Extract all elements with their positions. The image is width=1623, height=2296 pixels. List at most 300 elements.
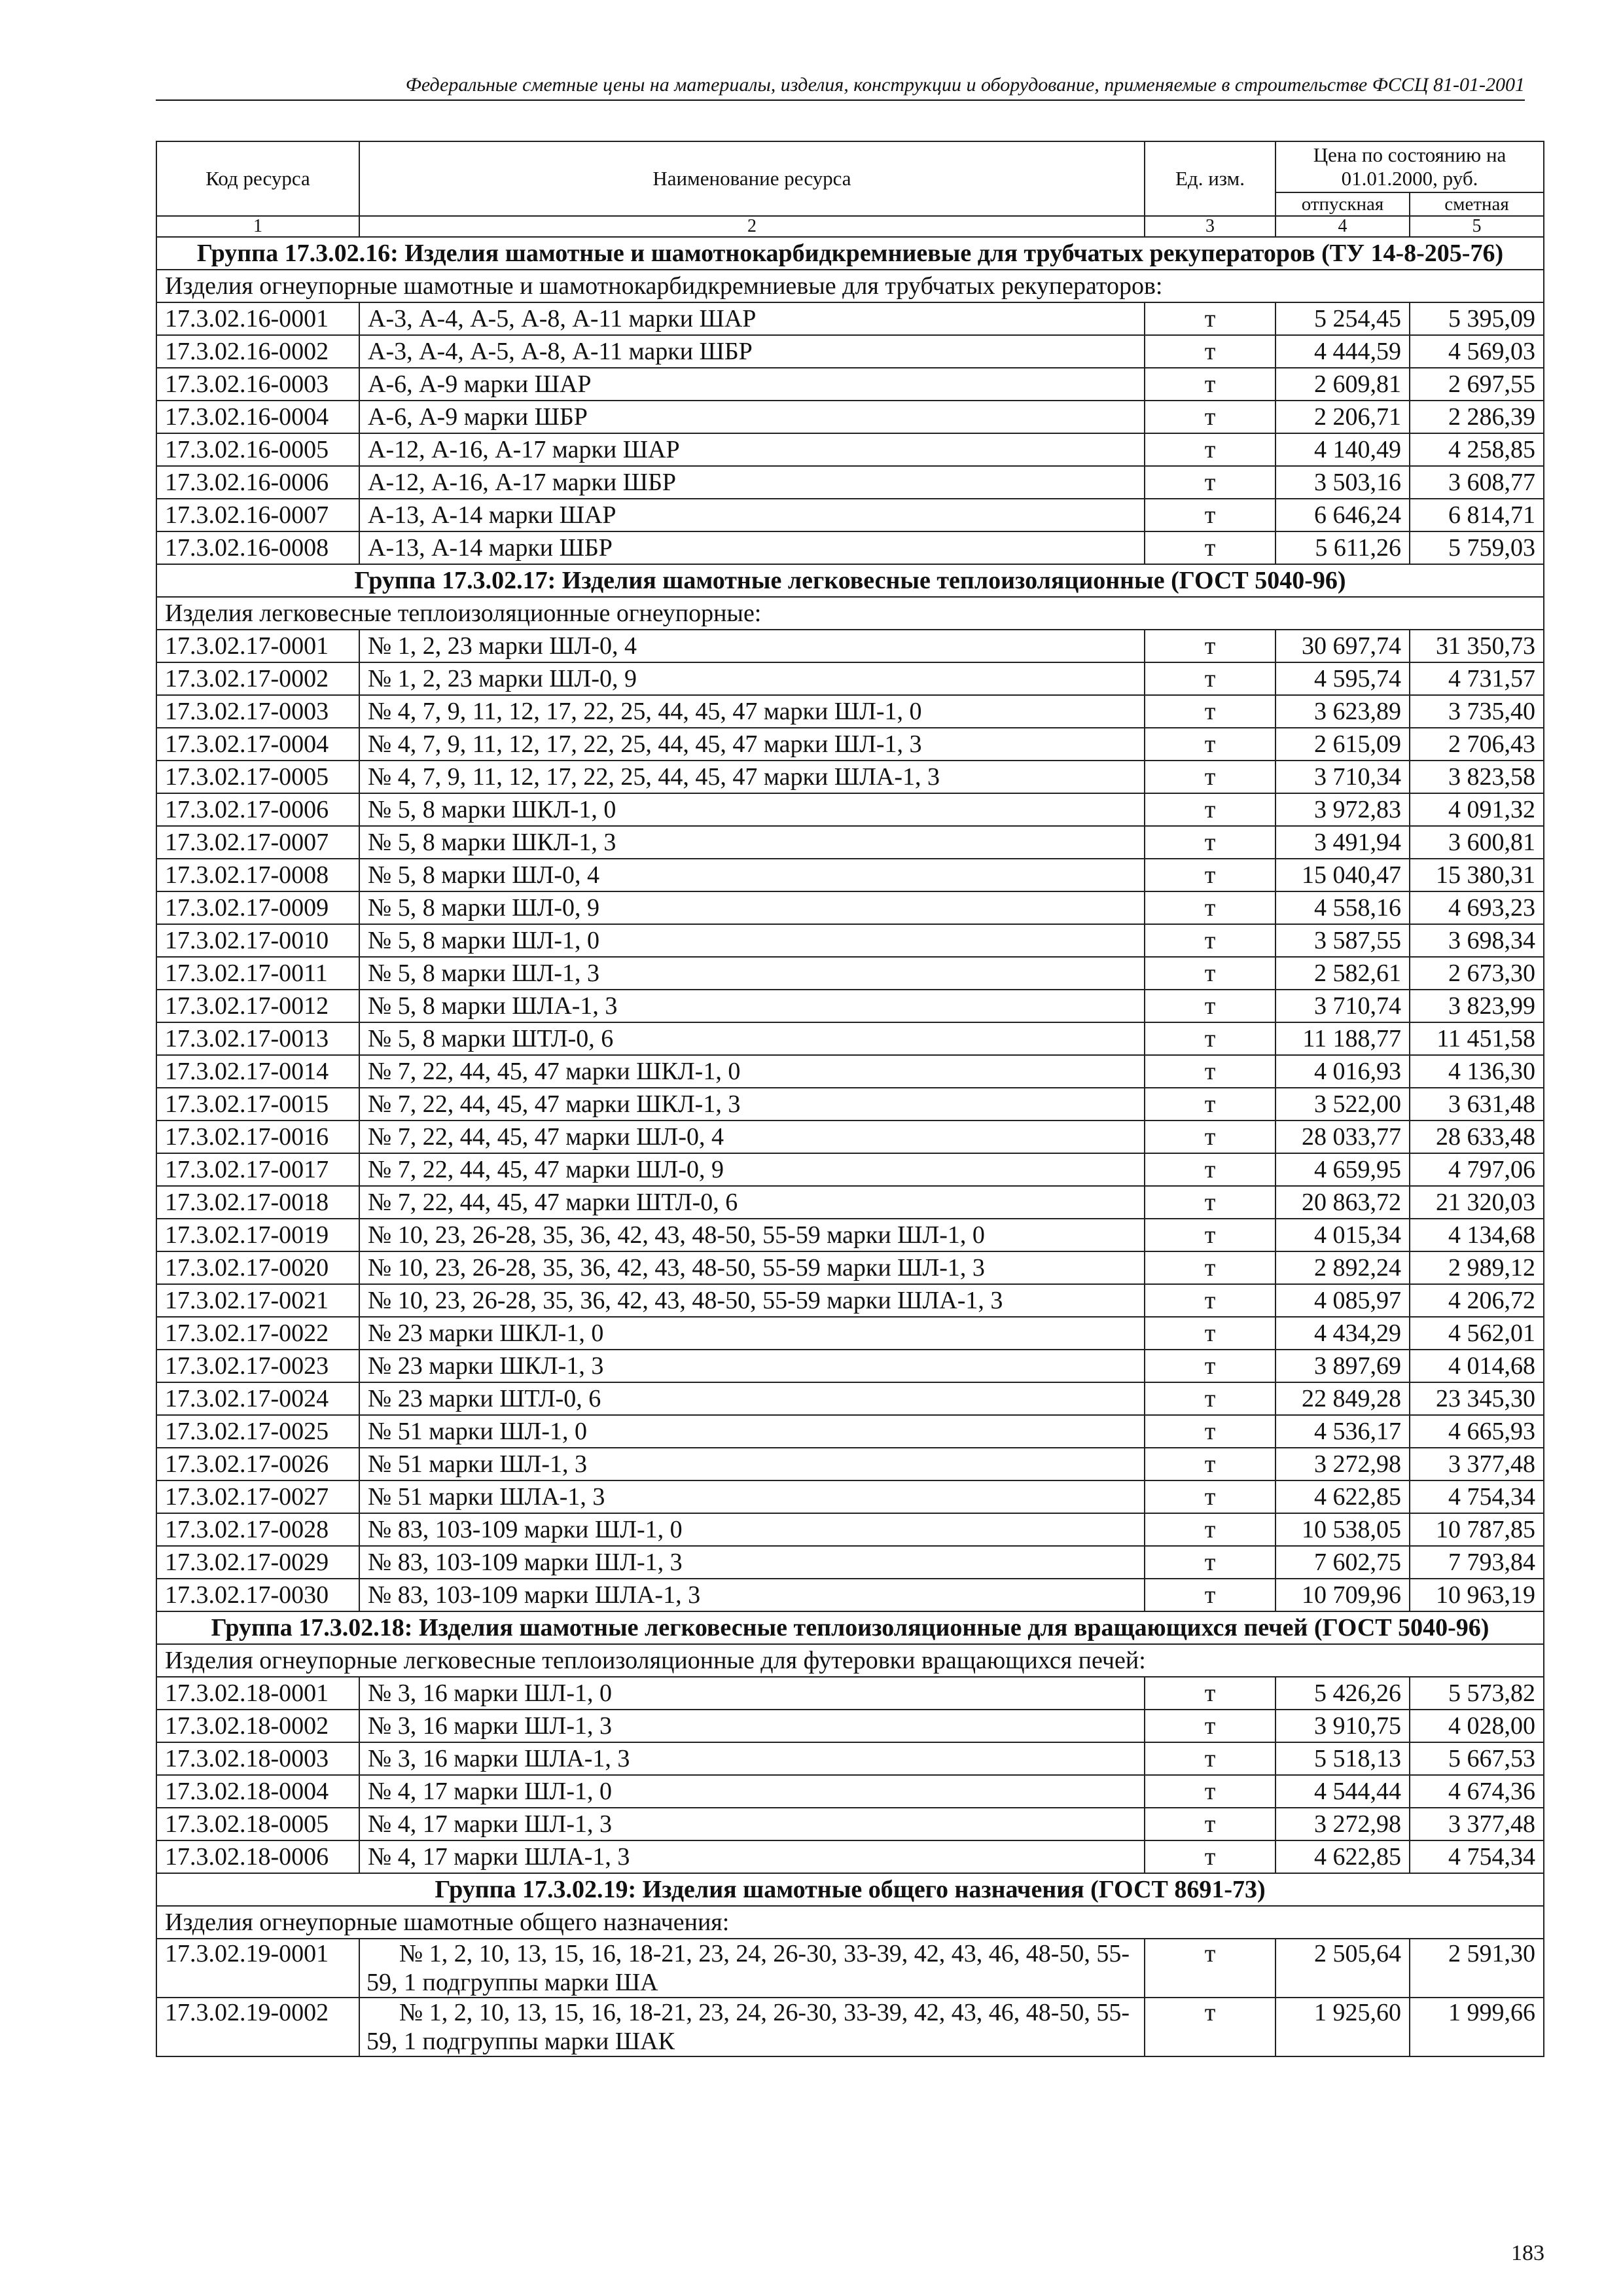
resource-name: № 7, 22, 44, 45, 47 марки ШТЛ-0, 6 (359, 1186, 1145, 1219)
resource-name: № 4, 17 марки ШЛ-1, 0 (359, 1775, 1145, 1808)
resource-code: 17.3.02.17-0022 (156, 1317, 359, 1350)
resource-name: № 4, 7, 9, 11, 12, 17, 22, 25, 44, 45, 47 марки ШЛ-1, 3 (359, 728, 1145, 761)
unit: т (1145, 1579, 1275, 1611)
table-row (156, 1775, 1544, 1808)
subgroup-title: Изделия легковесные теплоизоляционные огнеупорные: (156, 597, 1544, 630)
table-row (156, 1415, 1544, 1448)
unit: т (1145, 1251, 1275, 1284)
table-row (156, 1284, 1544, 1317)
table-row (156, 1546, 1544, 1579)
release-price: 22 849,28 (1275, 1382, 1410, 1415)
header-unit: Ед. изм. (1145, 141, 1275, 216)
release-price: 3 522,00 (1275, 1088, 1410, 1121)
header-estimate: сметная (1410, 192, 1544, 216)
release-price: 4 536,17 (1275, 1415, 1410, 1448)
release-price: 20 863,72 (1275, 1186, 1410, 1219)
unit: т (1145, 335, 1275, 368)
resource-code: 17.3.02.19-0001 (156, 1939, 359, 1998)
resource-name: А-3, А-4, А-5, А-8, А-11 марки ШАР (359, 302, 1145, 335)
release-price: 4 659,95 (1275, 1153, 1410, 1186)
resource-code: 17.3.02.17-0018 (156, 1186, 359, 1219)
subgroup-row (156, 270, 1544, 302)
unit: т (1145, 957, 1275, 990)
group-title: Группа 17.3.02.19: Изделия шамотные общего назначения (ГОСТ 8691-73) (156, 1873, 1544, 1906)
table-row (156, 499, 1544, 531)
resource-code: 17.3.02.18-0006 (156, 1840, 359, 1873)
release-price: 4 140,49 (1275, 433, 1410, 466)
unit: т (1145, 1448, 1275, 1480)
unit: т (1145, 1350, 1275, 1382)
resource-code: 17.3.02.17-0025 (156, 1415, 359, 1448)
table-row (156, 695, 1544, 728)
release-price: 4 016,93 (1275, 1055, 1410, 1088)
resource-name: № 23 марки ШКЛ-1, 3 (359, 1350, 1145, 1382)
release-price: 30 697,74 (1275, 630, 1410, 662)
unit: т (1145, 433, 1275, 466)
resource-name: № 10, 23, 26-28, 35, 36, 42, 43, 48-50, 55-59 марки ШЛ-1, 3 (359, 1251, 1145, 1284)
resource-code: 17.3.02.18-0005 (156, 1808, 359, 1840)
table-row (156, 859, 1544, 891)
table-row (156, 466, 1544, 499)
resource-code: 17.3.02.16-0005 (156, 433, 359, 466)
release-price: 4 015,34 (1275, 1219, 1410, 1251)
estimate-price: 5 667,53 (1410, 1742, 1544, 1775)
header-name: Наименование ресурса (359, 141, 1145, 216)
unit: т (1145, 1546, 1275, 1579)
table-row (156, 1317, 1544, 1350)
release-price: 2 206,71 (1275, 401, 1410, 433)
resource-code: 17.3.02.16-0008 (156, 531, 359, 564)
table-row (156, 957, 1544, 990)
resource-code: 17.3.02.16-0001 (156, 302, 359, 335)
column-number: 4 (1275, 216, 1410, 237)
subgroup-row (156, 1906, 1544, 1939)
unit: т (1145, 1317, 1275, 1350)
column-number: 5 (1410, 216, 1544, 237)
resource-code: 17.3.02.18-0004 (156, 1775, 359, 1808)
resource-name: № 5, 8 марки ШКЛ-1, 3 (359, 826, 1145, 859)
unit: т (1145, 1284, 1275, 1317)
group-heading-row (156, 1873, 1544, 1906)
resource-code: 17.3.02.17-0014 (156, 1055, 359, 1088)
table-row (156, 1998, 1544, 2056)
resource-name: № 4, 17 марки ШЛ-1, 3 (359, 1808, 1145, 1840)
release-price: 4 085,97 (1275, 1284, 1410, 1317)
unit: т (1145, 1998, 1275, 2056)
unit: т (1145, 531, 1275, 564)
resource-code: 17.3.02.17-0019 (156, 1219, 359, 1251)
release-price: 2 505,64 (1275, 1939, 1410, 1998)
estimate-price: 2 673,30 (1410, 957, 1544, 990)
estimate-price: 4 754,34 (1410, 1840, 1544, 1873)
unit: т (1145, 1219, 1275, 1251)
group-heading-row (156, 1611, 1544, 1644)
resource-name: № 83, 103-109 марки ШЛ-1, 0 (359, 1513, 1145, 1546)
resource-name: № 5, 8 марки ШЛ-0, 9 (359, 891, 1145, 924)
table-row (156, 793, 1544, 826)
resource-code: 17.3.02.17-0020 (156, 1251, 359, 1284)
estimate-price: 2 591,30 (1410, 1939, 1544, 1998)
estimate-price: 10 963,19 (1410, 1579, 1544, 1611)
table-row (156, 1742, 1544, 1775)
table-row (156, 1219, 1544, 1251)
resource-name: № 7, 22, 44, 45, 47 марки ШЛ-0, 9 (359, 1153, 1145, 1186)
estimate-price: 4 562,01 (1410, 1317, 1544, 1350)
resource-name: № 51 марки ШЛ-1, 0 (359, 1415, 1145, 1448)
resource-name: № 4, 17 марки ШЛА-1, 3 (359, 1840, 1145, 1873)
column-numbers-row (156, 216, 1544, 237)
release-price: 10 538,05 (1275, 1513, 1410, 1546)
estimate-price: 4 674,36 (1410, 1775, 1544, 1808)
release-price: 5 254,45 (1275, 302, 1410, 335)
table-row (156, 1022, 1544, 1055)
release-price: 5 518,13 (1275, 1742, 1410, 1775)
estimate-price: 28 633,48 (1410, 1121, 1544, 1153)
release-price: 1 925,60 (1275, 1998, 1410, 2056)
resource-name: № 3, 16 марки ШЛ-1, 0 (359, 1677, 1145, 1710)
unit: т (1145, 499, 1275, 531)
table-row (156, 433, 1544, 466)
resource-code: 17.3.02.18-0003 (156, 1742, 359, 1775)
resource-name: № 1, 2, 10, 13, 15, 16, 18-21, 23, 24, 26-30, 33-39, 42, 43, 46, 48-50, 55-59, 1 подгруппы марки ША (359, 1939, 1145, 1998)
release-price: 2 582,61 (1275, 957, 1410, 990)
estimate-price: 3 698,34 (1410, 924, 1544, 957)
table-row (156, 1121, 1544, 1153)
unit: т (1145, 1710, 1275, 1742)
estimate-price: 4 258,85 (1410, 433, 1544, 466)
estimate-price: 3 377,48 (1410, 1448, 1544, 1480)
estimate-price: 5 395,09 (1410, 302, 1544, 335)
header-release: отпускная (1275, 192, 1410, 216)
estimate-price: 11 451,58 (1410, 1022, 1544, 1055)
release-price: 15 040,47 (1275, 859, 1410, 891)
unit: т (1145, 1088, 1275, 1121)
table-row (156, 990, 1544, 1022)
price-table (156, 141, 1544, 2057)
resource-code: 17.3.02.17-0010 (156, 924, 359, 957)
estimate-price: 4 206,72 (1410, 1284, 1544, 1317)
release-price: 4 622,85 (1275, 1480, 1410, 1513)
estimate-price: 7 793,84 (1410, 1546, 1544, 1579)
estimate-price: 4 136,30 (1410, 1055, 1544, 1088)
table-row (156, 662, 1544, 695)
estimate-price: 3 823,99 (1410, 990, 1544, 1022)
resource-code: 17.3.02.16-0006 (156, 466, 359, 499)
table-row (156, 1480, 1544, 1513)
estimate-price: 1 999,66 (1410, 1998, 1544, 2056)
release-price: 3 972,83 (1275, 793, 1410, 826)
estimate-price: 4 693,23 (1410, 891, 1544, 924)
release-price: 4 622,85 (1275, 1840, 1410, 1873)
table-row (156, 761, 1544, 793)
table-row (156, 1153, 1544, 1186)
resource-name: № 10, 23, 26-28, 35, 36, 42, 43, 48-50, 55-59 марки ШЛ-1, 0 (359, 1219, 1145, 1251)
unit: т (1145, 302, 1275, 335)
table-row (156, 1251, 1544, 1284)
release-price: 7 602,75 (1275, 1546, 1410, 1579)
estimate-price: 3 608,77 (1410, 466, 1544, 499)
release-price: 2 609,81 (1275, 368, 1410, 401)
table-row (156, 728, 1544, 761)
unit: т (1145, 662, 1275, 695)
subgroup-row (156, 597, 1544, 630)
release-price: 2 892,24 (1275, 1251, 1410, 1284)
resource-code: 17.3.02.17-0016 (156, 1121, 359, 1153)
table-body (156, 237, 1544, 2056)
estimate-price: 5 759,03 (1410, 531, 1544, 564)
resource-name: № 83, 103-109 марки ШЛА-1, 3 (359, 1579, 1145, 1611)
resource-name: № 5, 8 марки ШТЛ-0, 6 (359, 1022, 1145, 1055)
resource-code: 17.3.02.17-0007 (156, 826, 359, 859)
unit: т (1145, 924, 1275, 957)
estimate-price: 3 600,81 (1410, 826, 1544, 859)
estimate-price: 4 014,68 (1410, 1350, 1544, 1382)
table-row (156, 401, 1544, 433)
release-price: 3 910,75 (1275, 1710, 1410, 1742)
unit: т (1145, 1677, 1275, 1710)
resource-name: № 5, 8 марки ШЛ-1, 3 (359, 957, 1145, 990)
resource-code: 17.3.02.17-0030 (156, 1579, 359, 1611)
header-row (156, 141, 1544, 192)
resource-name: № 5, 8 марки ШЛА-1, 3 (359, 990, 1145, 1022)
unit: т (1145, 1775, 1275, 1808)
estimate-price: 6 814,71 (1410, 499, 1544, 531)
table-row (156, 1677, 1544, 1710)
unit: т (1145, 1480, 1275, 1513)
release-price: 3 710,34 (1275, 761, 1410, 793)
release-price: 5 611,26 (1275, 531, 1410, 564)
resource-code: 17.3.02.17-0006 (156, 793, 359, 826)
release-price: 11 188,77 (1275, 1022, 1410, 1055)
resource-name: № 7, 22, 44, 45, 47 марки ШКЛ-1, 0 (359, 1055, 1145, 1088)
resource-code: 17.3.02.17-0027 (156, 1480, 359, 1513)
table-row (156, 891, 1544, 924)
resource-code: 17.3.02.17-0026 (156, 1448, 359, 1480)
resource-code: 17.3.02.17-0008 (156, 859, 359, 891)
release-price: 4 544,44 (1275, 1775, 1410, 1808)
release-price: 4 444,59 (1275, 335, 1410, 368)
column-number: 2 (359, 216, 1145, 237)
resource-code: 17.3.02.17-0015 (156, 1088, 359, 1121)
resource-code: 17.3.02.19-0002 (156, 1998, 359, 2056)
unit: т (1145, 1022, 1275, 1055)
release-price: 3 272,98 (1275, 1448, 1410, 1480)
table-row (156, 1350, 1544, 1382)
resource-name: № 5, 8 марки ШЛ-1, 0 (359, 924, 1145, 957)
resource-name: № 23 марки ШТЛ-0, 6 (359, 1382, 1145, 1415)
release-price: 28 033,77 (1275, 1121, 1410, 1153)
estimate-price: 3 377,48 (1410, 1808, 1544, 1840)
unit: т (1145, 1153, 1275, 1186)
estimate-price: 4 091,32 (1410, 793, 1544, 826)
resource-name: № 23 марки ШКЛ-1, 0 (359, 1317, 1145, 1350)
estimate-price: 2 989,12 (1410, 1251, 1544, 1284)
resource-code: 17.3.02.17-0017 (156, 1153, 359, 1186)
estimate-price: 5 573,82 (1410, 1677, 1544, 1710)
unit: т (1145, 401, 1275, 433)
release-price: 2 615,09 (1275, 728, 1410, 761)
resource-name: № 10, 23, 26-28, 35, 36, 42, 43, 48-50, 55-59 марки ШЛА-1, 3 (359, 1284, 1145, 1317)
table-row (156, 335, 1544, 368)
resource-code: 17.3.02.17-0002 (156, 662, 359, 695)
estimate-price: 4 665,93 (1410, 1415, 1544, 1448)
subgroup-title: Изделия огнеупорные шамотные общего назначения: (156, 1906, 1544, 1939)
resource-name: № 51 марки ШЛ-1, 3 (359, 1448, 1145, 1480)
release-price: 4 595,74 (1275, 662, 1410, 695)
estimate-price: 2 706,43 (1410, 728, 1544, 761)
release-price: 3 587,55 (1275, 924, 1410, 957)
table-row (156, 1088, 1544, 1121)
estimate-price: 4 134,68 (1410, 1219, 1544, 1251)
resource-code: 17.3.02.18-0001 (156, 1677, 359, 1710)
unit: т (1145, 466, 1275, 499)
resource-name: № 3, 16 марки ШЛА-1, 3 (359, 1742, 1145, 1775)
release-price: 3 897,69 (1275, 1350, 1410, 1382)
table-row (156, 924, 1544, 957)
table-row (156, 1513, 1544, 1546)
group-heading-row (156, 237, 1544, 270)
estimate-price: 23 345,30 (1410, 1382, 1544, 1415)
resource-code: 17.3.02.17-0024 (156, 1382, 359, 1415)
unit: т (1145, 1121, 1275, 1153)
resource-name: № 5, 8 марки ШКЛ-1, 0 (359, 793, 1145, 826)
release-price: 3 272,98 (1275, 1808, 1410, 1840)
resource-name: № 51 марки ШЛА-1, 3 (359, 1480, 1145, 1513)
header-code: Код ресурса (156, 141, 359, 216)
release-price: 3 623,89 (1275, 695, 1410, 728)
unit: т (1145, 368, 1275, 401)
resource-code: 17.3.02.18-0002 (156, 1710, 359, 1742)
unit: т (1145, 1415, 1275, 1448)
table-row (156, 1382, 1544, 1415)
table-row (156, 630, 1544, 662)
resource-name: А-12, А-16, А-17 марки ШАР (359, 433, 1145, 466)
release-price: 10 709,96 (1275, 1579, 1410, 1611)
subgroup-title: Изделия огнеупорные легковесные теплоизоляционные для футеровки вращающихся печей: (156, 1644, 1544, 1677)
resource-code: 17.3.02.17-0001 (156, 630, 359, 662)
resource-name: № 4, 7, 9, 11, 12, 17, 22, 25, 44, 45, 47 марки ШЛА-1, 3 (359, 761, 1145, 793)
resource-code: 17.3.02.16-0003 (156, 368, 359, 401)
release-price: 4 434,29 (1275, 1317, 1410, 1350)
group-title: Группа 17.3.02.18: Изделия шамотные легковесные теплоизоляционные для вращающихся печей (ГОСТ 5040-96) (156, 1611, 1544, 1644)
release-price: 3 710,74 (1275, 990, 1410, 1022)
resource-name: А-6, А-9 марки ШБР (359, 401, 1145, 433)
table-row (156, 826, 1544, 859)
unit: т (1145, 891, 1275, 924)
subgroup-title: Изделия огнеупорные шамотные и шамотнокарбидкремниевые для трубчатых рекуператоров: (156, 270, 1544, 302)
estimate-price: 21 320,03 (1410, 1186, 1544, 1219)
estimate-price: 3 735,40 (1410, 695, 1544, 728)
estimate-price: 2 697,55 (1410, 368, 1544, 401)
resource-name: № 1, 2, 23 марки ШЛ-0, 4 (359, 630, 1145, 662)
resource-name: № 83, 103-109 марки ШЛ-1, 3 (359, 1546, 1145, 1579)
resource-code: 17.3.02.17-0013 (156, 1022, 359, 1055)
resource-name: № 7, 22, 44, 45, 47 марки ШКЛ-1, 3 (359, 1088, 1145, 1121)
resource-name: А-13, А-14 марки ШБР (359, 531, 1145, 564)
estimate-price: 4 731,57 (1410, 662, 1544, 695)
release-price: 4 558,16 (1275, 891, 1410, 924)
unit: т (1145, 1186, 1275, 1219)
unit: т (1145, 1840, 1275, 1873)
table-row (156, 1710, 1544, 1742)
group-title: Группа 17.3.02.17: Изделия шамотные легковесные теплоизоляционные (ГОСТ 5040-96) (156, 564, 1544, 597)
group-heading-row (156, 564, 1544, 597)
column-number: 1 (156, 216, 359, 237)
unit: т (1145, 761, 1275, 793)
release-price: 5 426,26 (1275, 1677, 1410, 1710)
release-price: 6 646,24 (1275, 499, 1410, 531)
unit: т (1145, 859, 1275, 891)
resource-code: 17.3.02.17-0029 (156, 1546, 359, 1579)
table-row (156, 368, 1544, 401)
release-price: 3 491,94 (1275, 826, 1410, 859)
group-title: Группа 17.3.02.16: Изделия шамотные и шамотнокарбидкремниевые для трубчатых рекуператоров (ТУ 14-8-205-76) (156, 237, 1544, 270)
resource-code: 17.3.02.17-0003 (156, 695, 359, 728)
estimate-price: 4 754,34 (1410, 1480, 1544, 1513)
subgroup-row (156, 1644, 1544, 1677)
table-row (156, 1055, 1544, 1088)
unit: т (1145, 630, 1275, 662)
resource-code: 17.3.02.17-0005 (156, 761, 359, 793)
resource-code: 17.3.02.16-0002 (156, 335, 359, 368)
table-row (156, 1939, 1544, 1998)
column-number: 3 (1145, 216, 1275, 237)
table-row (156, 1579, 1544, 1611)
unit: т (1145, 1742, 1275, 1775)
estimate-price: 2 286,39 (1410, 401, 1544, 433)
estimate-price: 10 787,85 (1410, 1513, 1544, 1546)
unit: т (1145, 728, 1275, 761)
resource-name: А-13, А-14 марки ШАР (359, 499, 1145, 531)
resource-name: № 7, 22, 44, 45, 47 марки ШЛ-0, 4 (359, 1121, 1145, 1153)
resource-code: 17.3.02.16-0007 (156, 499, 359, 531)
page-number: 183 (1511, 2241, 1544, 2265)
table-row (156, 531, 1544, 564)
estimate-price: 3 823,58 (1410, 761, 1544, 793)
resource-name: № 5, 8 марки ШЛ-0, 4 (359, 859, 1145, 891)
resource-code: 17.3.02.16-0004 (156, 401, 359, 433)
resource-code: 17.3.02.17-0021 (156, 1284, 359, 1317)
unit: т (1145, 990, 1275, 1022)
resource-code: 17.3.02.17-0011 (156, 957, 359, 990)
resource-name: А-3, А-4, А-5, А-8, А-11 марки ШБР (359, 335, 1145, 368)
estimate-price: 31 350,73 (1410, 630, 1544, 662)
estimate-price: 4 569,03 (1410, 335, 1544, 368)
estimate-price: 4 797,06 (1410, 1153, 1544, 1186)
estimate-price: 3 631,48 (1410, 1088, 1544, 1121)
resource-name: № 1, 2, 23 марки ШЛ-0, 9 (359, 662, 1145, 695)
unit: т (1145, 1808, 1275, 1840)
header-price: Цена по состоянию на 01.01.2000, руб. (1275, 141, 1544, 192)
resource-code: 17.3.02.17-0009 (156, 891, 359, 924)
table-row (156, 1840, 1544, 1873)
resource-code: 17.3.02.17-0028 (156, 1513, 359, 1546)
resource-code: 17.3.02.17-0023 (156, 1350, 359, 1382)
resource-name: А-12, А-16, А-17 марки ШБР (359, 466, 1145, 499)
resource-code: 17.3.02.17-0004 (156, 728, 359, 761)
table-row (156, 1808, 1544, 1840)
estimate-price: 15 380,31 (1410, 859, 1544, 891)
estimate-price: 4 028,00 (1410, 1710, 1544, 1742)
table-row (156, 1448, 1544, 1480)
unit: т (1145, 695, 1275, 728)
running-head: Федеральные сметные цены на материалы, изделия, конструкции и оборудование, применяемые в строительстве ФССЦ 81-01-2001 (156, 73, 1525, 101)
unit: т (1145, 793, 1275, 826)
table-row (156, 302, 1544, 335)
resource-name: № 4, 7, 9, 11, 12, 17, 22, 25, 44, 45, 47 марки ШЛ-1, 0 (359, 695, 1145, 728)
resource-code: 17.3.02.17-0012 (156, 990, 359, 1022)
resource-name: № 1, 2, 10, 13, 15, 16, 18-21, 23, 24, 26-30, 33-39, 42, 43, 46, 48-50, 55-59, 1 подгруппы марки ШАК (359, 1998, 1145, 2056)
